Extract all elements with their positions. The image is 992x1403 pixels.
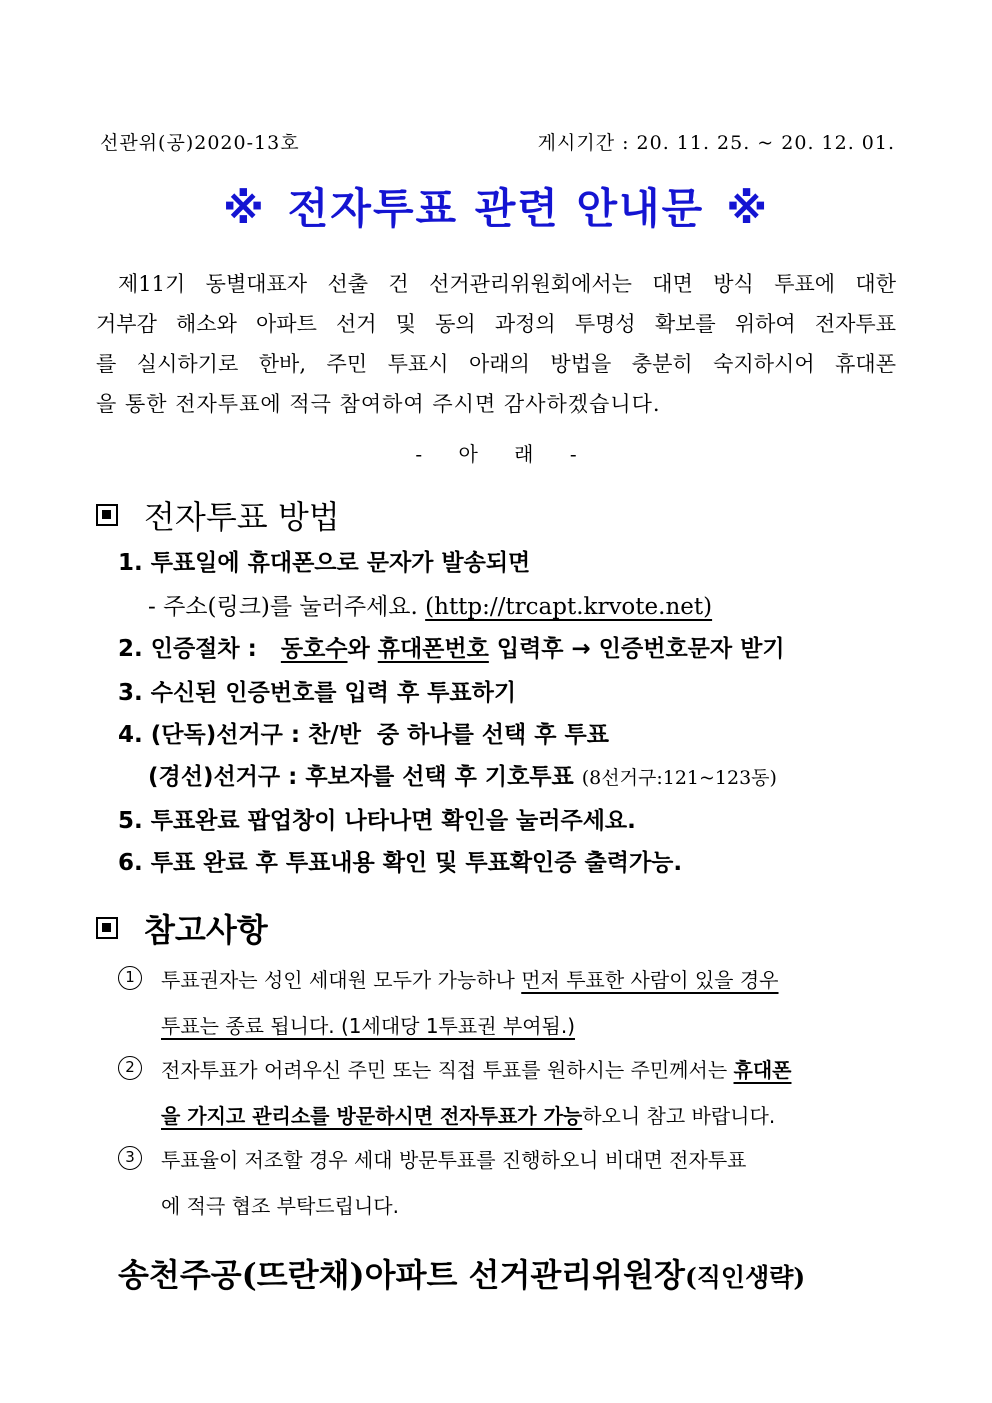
step-item: 3. 수신된 인증번호를 입력 후 투표하기 [118,680,517,706]
note-line: 에 적극 협조 부탁드립니다. [161,1194,399,1218]
intro-line: 거부감 해소와 아파트 선거 및 동의 과정의 투명성 확보를 위하여 전자투표 [96,312,896,336]
note-text: 전자투표가 어려우신 주민 또는 직접 투표를 원하시는 주민께서는 [161,1058,728,1082]
square-bullet-icon [96,917,118,939]
intro-line: 를 실시하기로 한바, 주민 투표시 아래의 방법을 충분히 숙지하시어 휴대폰 [96,352,896,376]
reference-mark-icon: ※ [222,184,266,233]
note-emphasis: 을 가지고 관리소를 방문하시면 전자투표가 가능 [161,1104,583,1128]
intro-line: 제11기 동별대표자 선출 건 선거관리위원회에서는 대면 방식 투표에 대한 [118,272,896,296]
doc-number: 선관위(공)2020-13호 [100,132,300,154]
page-title [0,176,992,236]
issuer-signature [118,1250,898,1296]
step-emphasis: 휴대폰번호 [377,636,489,662]
step-emphasis: 동호수 [280,636,348,662]
square-bullet-icon [96,504,118,526]
issuer-name: 송천주공(뜨란채)아파트 선거관리위원장 [118,1256,685,1294]
step-item: 1. 투표일에 휴대폰으로 문자가 발송되면 [118,550,531,576]
circled-number-icon: 2 [118,1056,142,1080]
section-title: 참고사항 [144,911,268,949]
step-text: 2. 인증절차 : [118,636,257,662]
step-text: 와 [347,636,370,662]
section-heading-voting-method [96,492,340,538]
step-item: 6. 투표 완료 후 투표내용 확인 및 투표확인증 출력가능. [118,850,683,876]
title-text: 전자투표 관련 안내문 [287,184,705,233]
step-note: (8선거구:121~123동) [581,767,777,789]
step-item [118,630,785,663]
note-text: 투표권자는 성인 세대원 모두가 가능하나 [161,968,515,992]
step-subitem [148,588,712,621]
posting-period: 게시기간 : 20. 11. 25. ~ 20. 12. 01. [537,132,895,154]
reference-mark-icon: ※ [726,184,770,233]
section-heading-notes [96,905,268,951]
circled-number-icon: 1 [118,966,142,990]
intro-paragraph [96,264,896,424]
seal-note: (직인생략) [684,1263,806,1292]
circled-number-icon: 3 [118,1146,142,1170]
header-row [100,128,895,155]
below-label: - 아 래 - [415,442,577,466]
step-item: 4. (단독)선거구 : 찬/반 중 하나를 선택 후 투표 [118,722,609,748]
note-text: 하오니 참고 바랍니다. [582,1104,776,1128]
intro-line: 을 통한 전자투표에 적극 참여하여 주시면 감사하겠습니다. [96,392,661,416]
step-item: 5. 투표완료 팝업창이 나타나면 확인을 눌러주세요. [118,808,636,834]
step-sub-text: - 주소(링크)를 눌러주세요. [148,594,418,620]
note-line [161,1010,575,1039]
step-item [148,758,777,791]
note-emphasis: 휴대폰 [733,1058,792,1082]
section-title: 전자투표 방법 [144,498,340,536]
step-text: 입력후 → 인증번호문자 받기 [496,636,785,662]
note-emphasis: 투표는 종료 됩니다. (1세대당 1투표권 부여됨.) [161,1014,575,1038]
note-line [161,1054,791,1083]
step-text: (경선)선거구 : 후보자를 선택 후 기호투표 [148,764,574,790]
vote-link[interactable]: (http://trcapt.krvote.net) [425,594,713,620]
note-line [161,1100,775,1129]
note-emphasis: 먼저 투표한 사람이 있을 경우 [521,968,779,992]
note-line: 투표율이 저조할 경우 세대 방문투표를 진행하오니 비대면 전자투표 [161,1148,747,1172]
note-line [161,964,779,993]
